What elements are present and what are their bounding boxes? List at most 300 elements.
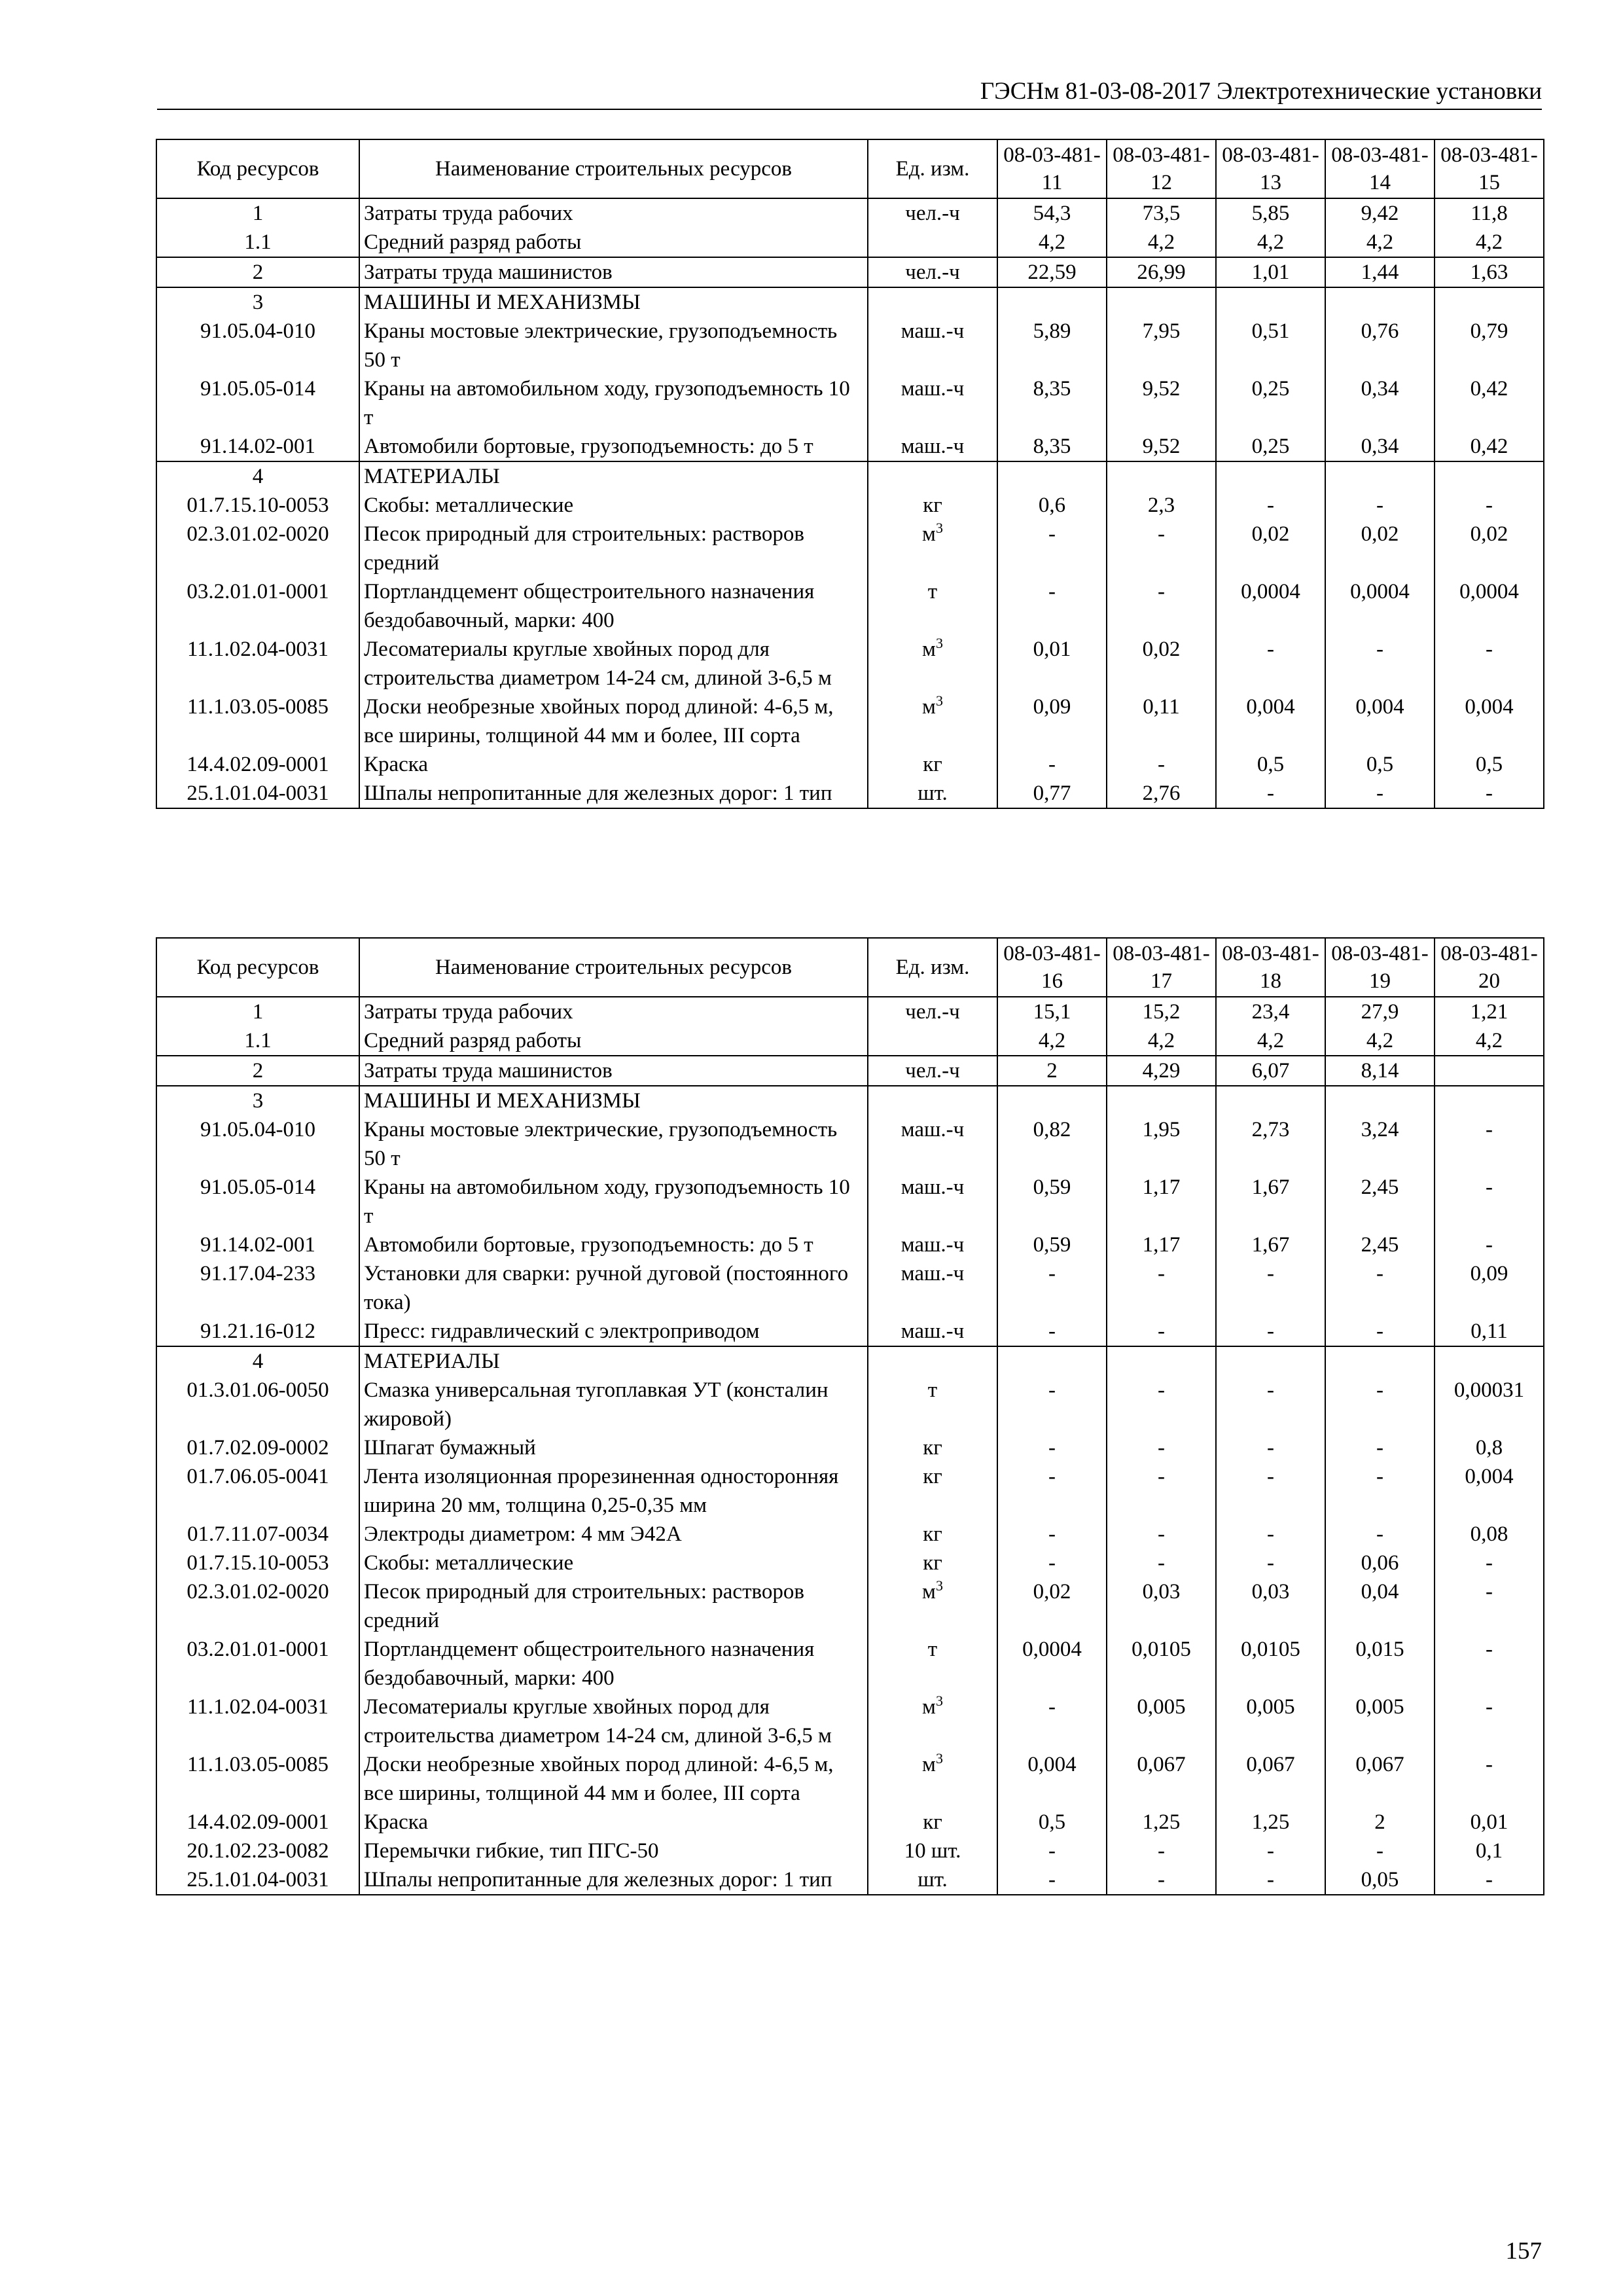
resource-unit: кг <box>868 491 997 520</box>
resource-value: 0,1 <box>1435 1837 1544 1865</box>
resource-value: 4,2 <box>1216 1026 1325 1056</box>
resource-unit: чел.-ч <box>868 1056 997 1086</box>
resource-name: Автомобили бортовые, грузоподъемность: до 5 т <box>359 432 868 461</box>
resource-code: 25.1.01.04-0031 <box>156 1865 359 1895</box>
table-header-row <box>156 938 1544 997</box>
resource-code: 91.14.02-001 <box>156 432 359 461</box>
resource-unit: т <box>868 1376 997 1433</box>
resource-value <box>1325 287 1435 317</box>
table-row <box>156 1750 1544 1808</box>
resource-name: Портландцемент общестроительного назначения бездобавочный, марки: 400 <box>359 577 868 635</box>
table-header-row <box>156 139 1544 198</box>
resource-unit: $м^3$ <box>868 1693 997 1750</box>
resource-value: 1,25 <box>1107 1808 1216 1837</box>
resource-value: 0,0004 <box>1216 577 1325 635</box>
resource-code: 01.7.06.05-0041 <box>156 1462 359 1520</box>
resource-value: - <box>1325 635 1435 692</box>
resource-value: 0,067 <box>1216 1750 1325 1808</box>
resource-code: 25.1.01.04-0031 <box>156 779 359 808</box>
resource-value: 0,02 <box>1435 520 1544 577</box>
column-header: 08-03-481-13 <box>1216 139 1325 198</box>
resource-name: Краны на автомобильном ходу, грузоподъемность 10 т <box>359 374 868 432</box>
resource-code: 01.3.01.06-0050 <box>156 1376 359 1433</box>
resource-code: 01.7.11.07-0034 <box>156 1520 359 1549</box>
resource-value: 0,00031 <box>1435 1376 1544 1433</box>
resource-unit: маш.-ч <box>868 432 997 461</box>
resource-value: 9,42 <box>1325 198 1435 228</box>
resource-unit: т <box>868 1635 997 1693</box>
resource-value: 15,1 <box>997 997 1107 1026</box>
resource-value: 0,79 <box>1435 317 1544 374</box>
resource-value: 5,85 <box>1216 198 1325 228</box>
resource-value <box>1435 461 1544 491</box>
resource-unit <box>868 228 997 257</box>
resource-name: Средний разряд работы <box>359 228 868 257</box>
resource-value: 0,09 <box>1435 1259 1544 1317</box>
table-row <box>156 1376 1544 1433</box>
resource-value: 0,0105 <box>1216 1635 1325 1693</box>
resource-value: - <box>1107 750 1216 779</box>
resource-value: 0,59 <box>997 1173 1107 1230</box>
resource-value: - <box>997 1317 1107 1346</box>
table-row <box>156 1865 1544 1895</box>
resource-value: 73,5 <box>1107 198 1216 228</box>
resource-value: - <box>1325 1259 1435 1317</box>
resource-value: - <box>1435 1750 1544 1808</box>
resource-value: 0,09 <box>997 692 1107 750</box>
resource-value: - <box>1435 491 1544 520</box>
table-row <box>156 577 1544 635</box>
resource-name: Краны мостовые электрические, грузоподъемность 50 т <box>359 1115 868 1173</box>
resource-value: - <box>1325 779 1435 808</box>
resource-value: 0,25 <box>1216 374 1325 432</box>
resource-value: - <box>1325 491 1435 520</box>
table-row <box>156 1635 1544 1693</box>
resource-name: Шпалы непропитанные для железных дорог: 1 тип <box>359 1865 868 1895</box>
resource-code: 03.2.01.01-0001 <box>156 577 359 635</box>
resource-code: 91.17.04-233 <box>156 1259 359 1317</box>
resource-value: 0,05 <box>1325 1865 1435 1895</box>
resource-value: - <box>1216 635 1325 692</box>
resource-name: Затраты труда машинистов <box>359 257 868 287</box>
resource-value: 0,6 <box>997 491 1107 520</box>
resource-value: - <box>1107 1433 1216 1462</box>
resource-value: 0,59 <box>997 1230 1107 1259</box>
table-row <box>156 1346 1544 1376</box>
resource-code: 1.1 <box>156 228 359 257</box>
resource-value: 9,52 <box>1107 432 1216 461</box>
resource-value: 0,004 <box>1325 692 1435 750</box>
resource-value: 4,2 <box>1216 228 1325 257</box>
resource-value: 0,5 <box>1435 750 1544 779</box>
resource-value <box>1216 287 1325 317</box>
resource-value: - <box>1216 1865 1325 1895</box>
resource-value: 0,8 <box>1435 1433 1544 1462</box>
resource-value: 4,2 <box>997 1026 1107 1056</box>
resource-code: 11.1.02.04-0031 <box>156 1693 359 1750</box>
table-row <box>156 257 1544 287</box>
resource-code: 91.05.05-014 <box>156 1173 359 1230</box>
column-header: 08-03-481-11 <box>997 139 1107 198</box>
resource-value: 0,03 <box>1107 1577 1216 1635</box>
resource-value: 0,067 <box>1107 1750 1216 1808</box>
resource-value: 0,02 <box>1325 520 1435 577</box>
resource-name: Доски необрезные хвойных пород длиной: 4-6,5 м, все ширины, толщиной 44 мм и более, III сорта <box>359 1750 868 1808</box>
table-row <box>156 779 1544 808</box>
resource-name: Краска <box>359 1808 868 1837</box>
resource-value: - <box>1435 1230 1544 1259</box>
resource-value <box>1435 1086 1544 1115</box>
resource-name: Скобы: металлические <box>359 1549 868 1577</box>
resource-value <box>1107 461 1216 491</box>
resource-value: 0,067 <box>1325 1750 1435 1808</box>
resource-value: - <box>1216 1433 1325 1462</box>
table-row <box>156 1086 1544 1115</box>
resource-value: - <box>1107 1376 1216 1433</box>
table-row <box>156 997 1544 1026</box>
resource-value <box>1107 1346 1216 1376</box>
resource-unit <box>868 1346 997 1376</box>
resource-value: 0,0004 <box>1435 577 1544 635</box>
resource-value: 0,42 <box>1435 374 1544 432</box>
resource-unit <box>868 1086 997 1115</box>
resource-value: - <box>1435 1865 1544 1895</box>
resource-value: - <box>1325 1433 1435 1462</box>
resource-value: - <box>1107 1462 1216 1520</box>
resource-value: 26,99 <box>1107 257 1216 287</box>
resource-value <box>997 1086 1107 1115</box>
resource-code: 91.05.04-010 <box>156 1115 359 1173</box>
resource-unit: кг <box>868 1549 997 1577</box>
resource-code: 91.21.16-012 <box>156 1317 359 1346</box>
resource-code: 4 <box>156 461 359 491</box>
resource-name: Электроды диаметром: 4 мм Э42А <box>359 1520 868 1549</box>
resource-code: 91.05.04-010 <box>156 317 359 374</box>
resource-value: - <box>997 1433 1107 1462</box>
resource-value: 4,2 <box>1107 228 1216 257</box>
table-row <box>156 692 1544 750</box>
resource-value: - <box>997 1520 1107 1549</box>
resource-code: 2 <box>156 257 359 287</box>
resource-value: 4,29 <box>1107 1056 1216 1086</box>
resource-value: - <box>1216 1462 1325 1520</box>
resource-value: 0,11 <box>1435 1317 1544 1346</box>
page-number: 157 <box>1505 2238 1542 2265</box>
table-row <box>156 317 1544 374</box>
resource-name: Перемычки гибкие, тип ПГС-50 <box>359 1837 868 1865</box>
resource-unit <box>868 461 997 491</box>
resource-value: 8,35 <box>997 374 1107 432</box>
resource-value: 23,4 <box>1216 997 1325 1026</box>
resource-value: 0,03 <box>1216 1577 1325 1635</box>
column-header: Наименование строительных ресурсов <box>359 938 868 997</box>
resource-unit: т <box>868 577 997 635</box>
resource-code: 01.7.15.10-0053 <box>156 1549 359 1577</box>
resource-value: 0,02 <box>1216 520 1325 577</box>
resource-unit: чел.-ч <box>868 257 997 287</box>
resource-name: Краны мостовые электрические, грузоподъемность 50 т <box>359 317 868 374</box>
resource-value: 54,3 <box>997 198 1107 228</box>
resource-value: 0,0004 <box>997 1635 1107 1693</box>
resource-value: - <box>1216 491 1325 520</box>
resource-code: 4 <box>156 1346 359 1376</box>
resource-unit: $м^3$ <box>868 1750 997 1808</box>
resource-value: 0,004 <box>1435 1462 1544 1520</box>
resource-unit: кг <box>868 1520 997 1549</box>
resource-unit: маш.-ч <box>868 1230 997 1259</box>
resource-value: 2 <box>997 1056 1107 1086</box>
resource-value: 0,02 <box>1107 635 1216 692</box>
resource-name: Пресс: гидравлический с электроприводом <box>359 1317 868 1346</box>
resource-table-2 <box>156 937 1544 1895</box>
resource-unit: маш.-ч <box>868 317 997 374</box>
resource-value: 0,005 <box>1107 1693 1216 1750</box>
resource-unit: $м^3$ <box>868 520 997 577</box>
resource-value: 2,45 <box>1325 1230 1435 1259</box>
resource-code: 3 <box>156 1086 359 1115</box>
resource-value <box>1325 1086 1435 1115</box>
resource-value: 1,44 <box>1325 257 1435 287</box>
table-row <box>156 1433 1544 1462</box>
resource-code: 1 <box>156 997 359 1026</box>
resource-unit: маш.-ч <box>868 374 997 432</box>
table-row <box>156 1520 1544 1549</box>
resource-value: - <box>1325 1837 1435 1865</box>
resource-code: 2 <box>156 1056 359 1086</box>
resource-code: 02.3.01.02-0020 <box>156 1577 359 1635</box>
table-row <box>156 1230 1544 1259</box>
resource-unit: кг <box>868 1808 997 1837</box>
resource-unit: $м^3$ <box>868 635 997 692</box>
table-row <box>156 1808 1544 1837</box>
resource-name: Автомобили бортовые, грузоподъемность: до 5 т <box>359 1230 868 1259</box>
resource-value: - <box>997 1462 1107 1520</box>
resource-unit: кг <box>868 1462 997 1520</box>
resource-value: 0,01 <box>1435 1808 1544 1837</box>
resource-value: 7,95 <box>1107 317 1216 374</box>
resource-name: Портландцемент общестроительного назначения бездобавочный, марки: 400 <box>359 1635 868 1693</box>
resource-value: - <box>997 1693 1107 1750</box>
table-row <box>156 491 1544 520</box>
table-row <box>156 1115 1544 1173</box>
resource-name: Затраты труда рабочих <box>359 198 868 228</box>
resource-value: 0,005 <box>1216 1693 1325 1750</box>
column-header: Код ресурсов <box>156 938 359 997</box>
resource-value: - <box>1325 1462 1435 1520</box>
resource-code: 1 <box>156 198 359 228</box>
resource-value: 2,73 <box>1216 1115 1325 1173</box>
resource-value: 0,25 <box>1216 432 1325 461</box>
resource-value <box>1107 287 1216 317</box>
resource-value <box>1435 1056 1544 1086</box>
page-header: ГЭСНм 81-03-08-2017 Электротехнические установки <box>157 77 1542 110</box>
resource-value: - <box>997 1865 1107 1895</box>
column-header: 08-03-481-17 <box>1107 938 1216 997</box>
resource-value: - <box>1107 1837 1216 1865</box>
resource-value <box>1107 1086 1216 1115</box>
resource-value <box>1325 1346 1435 1376</box>
table-row <box>156 1056 1544 1086</box>
table-row <box>156 1837 1544 1865</box>
resource-value: - <box>1216 1837 1325 1865</box>
resource-value: - <box>1325 1317 1435 1346</box>
resource-value <box>1216 1346 1325 1376</box>
table-row <box>156 198 1544 228</box>
resource-code: 14.4.02.09-0001 <box>156 750 359 779</box>
table-row <box>156 1549 1544 1577</box>
resource-value: 0,004 <box>1216 692 1325 750</box>
column-header: 08-03-481-18 <box>1216 938 1325 997</box>
resource-name: Скобы: металлические <box>359 491 868 520</box>
resource-value: - <box>997 1376 1107 1433</box>
resource-value: - <box>997 750 1107 779</box>
resource-value: 15,2 <box>1107 997 1216 1026</box>
resource-unit: кг <box>868 1433 997 1462</box>
resource-value: 0,0105 <box>1107 1635 1216 1693</box>
resource-code: 20.1.02.23-0082 <box>156 1837 359 1865</box>
resource-code: 11.1.03.05-0085 <box>156 692 359 750</box>
resource-code: 03.2.01.01-0001 <box>156 1635 359 1693</box>
resource-name: Затраты труда машинистов <box>359 1056 868 1086</box>
resource-value: 4,2 <box>1325 1026 1435 1056</box>
column-header: 08-03-481-12 <box>1107 139 1216 198</box>
resource-value: 0,004 <box>1435 692 1544 750</box>
resource-value: 2,3 <box>1107 491 1216 520</box>
column-header: Код ресурсов <box>156 139 359 198</box>
resource-value: 1,67 <box>1216 1230 1325 1259</box>
table-row <box>156 228 1544 257</box>
resource-value: 11,8 <box>1435 198 1544 228</box>
resource-value: - <box>1216 779 1325 808</box>
resource-value: - <box>1107 577 1216 635</box>
resource-value: 0,005 <box>1325 1693 1435 1750</box>
resource-name: Краска <box>359 750 868 779</box>
column-header: Ед. изм. <box>868 938 997 997</box>
resource-value: - <box>997 577 1107 635</box>
resource-value: 0,04 <box>1325 1577 1435 1635</box>
resource-value: 1,25 <box>1216 1808 1325 1837</box>
column-header: 08-03-481-19 <box>1325 938 1435 997</box>
resource-unit: чел.-ч <box>868 198 997 228</box>
resource-value: 4,2 <box>1435 228 1544 257</box>
resource-code: 02.3.01.02-0020 <box>156 520 359 577</box>
table-row <box>156 1026 1544 1056</box>
resource-value: - <box>1435 635 1544 692</box>
resource-value: 1,21 <box>1435 997 1544 1026</box>
resource-value: - <box>1216 1376 1325 1433</box>
resource-value <box>997 461 1107 491</box>
resource-name: Доски необрезные хвойных пород длиной: 4-6,5 м, все ширины, толщиной 44 мм и более, III сорта <box>359 692 868 750</box>
resource-value: - <box>1216 1317 1325 1346</box>
resource-value <box>1435 287 1544 317</box>
resource-value: - <box>1435 1549 1544 1577</box>
resource-unit <box>868 287 997 317</box>
table-row <box>156 1317 1544 1346</box>
table-row <box>156 374 1544 432</box>
resource-value <box>1216 461 1325 491</box>
resource-value: - <box>1107 1317 1216 1346</box>
resource-name: Лесоматериалы круглые хвойных пород для строительства диаметром 14-24 см, длиной 3-6,5 м <box>359 1693 868 1750</box>
table-row <box>156 461 1544 491</box>
resource-value: 1,17 <box>1107 1230 1216 1259</box>
resource-value: 1,01 <box>1216 257 1325 287</box>
resource-name: Лесоматериалы круглые хвойных пород для строительства диаметром 14-24 см, длиной 3-6,5 м <box>359 635 868 692</box>
resource-value: 3,24 <box>1325 1115 1435 1173</box>
resource-value: 0,5 <box>997 1808 1107 1837</box>
column-header: 08-03-481-16 <box>997 938 1107 997</box>
resource-name: Шпагат бумажный <box>359 1433 868 1462</box>
resource-name: МАТЕРИАЛЫ <box>359 1346 868 1376</box>
resource-value: 6,07 <box>1216 1056 1325 1086</box>
resource-name: МАТЕРИАЛЫ <box>359 461 868 491</box>
resource-value: 0,82 <box>997 1115 1107 1173</box>
resource-value: - <box>1325 1376 1435 1433</box>
resource-unit: шт. <box>868 1865 997 1895</box>
resource-value: - <box>1107 1549 1216 1577</box>
resource-code: 11.1.02.04-0031 <box>156 635 359 692</box>
column-header: 08-03-481-15 <box>1435 139 1544 198</box>
resource-value: 0,77 <box>997 779 1107 808</box>
resource-code: 3 <box>156 287 359 317</box>
resource-value: 0,06 <box>1325 1549 1435 1577</box>
resource-name: Установки для сварки: ручной дуговой (постоянного тока) <box>359 1259 868 1317</box>
table-row <box>156 1693 1544 1750</box>
resource-value <box>1325 461 1435 491</box>
resource-unit: 10 шт. <box>868 1837 997 1865</box>
resource-value: - <box>1435 1577 1544 1635</box>
resource-code: 11.1.03.05-0085 <box>156 1750 359 1808</box>
column-header: 08-03-481-14 <box>1325 139 1435 198</box>
resource-name: Средний разряд работы <box>359 1026 868 1056</box>
resource-unit: кг <box>868 750 997 779</box>
resource-unit: $м^3$ <box>868 692 997 750</box>
resource-unit <box>868 1026 997 1056</box>
resource-unit: маш.-ч <box>868 1115 997 1173</box>
resource-value: 0,42 <box>1435 432 1544 461</box>
resource-value: 0,08 <box>1435 1520 1544 1549</box>
resource-value: 1,63 <box>1435 257 1544 287</box>
resource-value: - <box>1435 1173 1544 1230</box>
resource-code: 01.7.02.09-0002 <box>156 1433 359 1462</box>
resource-value: - <box>1325 1520 1435 1549</box>
resource-value: - <box>1216 1549 1325 1577</box>
resource-value <box>1216 1086 1325 1115</box>
resource-code: 91.14.02-001 <box>156 1230 359 1259</box>
resource-name: Затраты труда рабочих <box>359 997 868 1026</box>
resource-code: 1.1 <box>156 1026 359 1056</box>
resource-value: 0,34 <box>1325 374 1435 432</box>
resource-value: 0,11 <box>1107 692 1216 750</box>
resource-unit: $м^3$ <box>868 1577 997 1635</box>
resource-value: 0,0004 <box>1325 577 1435 635</box>
table-row <box>156 1462 1544 1520</box>
resource-value: 1,17 <box>1107 1173 1216 1230</box>
resource-value: 2,76 <box>1107 779 1216 808</box>
resource-unit: шт. <box>868 779 997 808</box>
resource-value <box>997 287 1107 317</box>
resource-value: 27,9 <box>1325 997 1435 1026</box>
resource-value: 0,02 <box>997 1577 1107 1635</box>
column-header: 08-03-481-20 <box>1435 938 1544 997</box>
column-header: Ед. изм. <box>868 139 997 198</box>
resource-name: Песок природный для строительных: растворов средний <box>359 520 868 577</box>
resource-unit: маш.-ч <box>868 1259 997 1317</box>
table-row <box>156 1577 1544 1635</box>
resource-value: 2 <box>1325 1808 1435 1837</box>
resource-value: - <box>1107 1259 1216 1317</box>
resource-value: - <box>997 1259 1107 1317</box>
resource-value: - <box>1435 1115 1544 1173</box>
